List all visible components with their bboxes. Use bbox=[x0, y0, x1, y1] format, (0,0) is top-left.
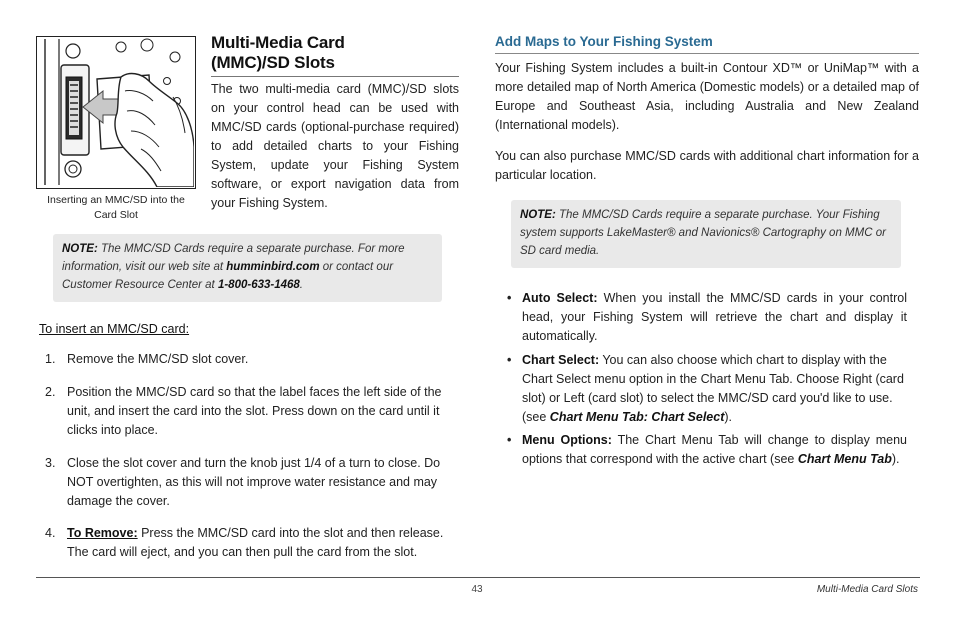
heading-divider bbox=[495, 53, 919, 54]
step-text: Position the MMC/SD card so that the label faces the left side of the unit, and insert the card into the slot. Press down on the card until it clicks into place. bbox=[67, 385, 442, 437]
bullet-text: The Chart Menu Tab will change to display menu options that correspond with the active chart (see bbox=[522, 433, 907, 466]
bullet-marker: • bbox=[507, 291, 512, 305]
step-number: 3. bbox=[45, 456, 56, 470]
step-text: Press the MMC/SD card into the slot and then release. The card will eject, and you can then pull the card from the slot. bbox=[67, 526, 444, 559]
bullet-marker: • bbox=[507, 433, 512, 447]
note-text-middle: or contact our Customer Resource Center at bbox=[62, 261, 394, 291]
maps-paragraph-1: Your Fishing System includes a built-in Contour XD™ or UniMap™ with a more detailed map of North America (Domestic models) or a detailed map of Europe and Southeast Asia, including Australia and New Zealand (International models). bbox=[495, 61, 919, 132]
add-maps-heading: Add Maps to Your Fishing System bbox=[495, 34, 713, 49]
card-insertion-illustration bbox=[36, 36, 196, 189]
step-number: 4. bbox=[45, 526, 56, 540]
xref-chart-select[interactable]: Chart Menu Tab: Chart Select bbox=[549, 410, 725, 424]
bullet-text: You can also choose which chart to display with the Chart Select menu option in the Chart Menu Tab. Choose Right (card slot) or Left (card slot) to select the MMC/SD card you'd like to use. (see bbox=[522, 353, 904, 424]
note-label: NOTE: bbox=[520, 209, 556, 221]
step-text: Close the slot cover and turn the knob just 1/4 of a turn to close. Do NOT overtighten, as this will not improve water resistance and may damage the cover. bbox=[67, 456, 441, 508]
page-number: 43 bbox=[471, 584, 483, 595]
bullet-marker: • bbox=[507, 353, 512, 367]
step-number: 1. bbox=[45, 352, 56, 366]
note-text: The MMC/SD Cards require a separate purchase. Your Fishing system supports LakeMaster® and Navionics® Cartography on MMC or SD card media. bbox=[520, 209, 886, 257]
footer-section-title: Multi-Media Card Slots bbox=[816, 584, 918, 595]
note-box-cartography bbox=[511, 200, 901, 268]
title-divider bbox=[211, 76, 459, 77]
bullet-label: Chart Select: bbox=[522, 353, 600, 367]
bullet-text-after: ). bbox=[891, 452, 900, 466]
xref-chart-menu-tab[interactable]: Chart Menu Tab bbox=[797, 452, 892, 466]
section-title-line2: (MMC)/SD Slots bbox=[211, 53, 335, 72]
footer-divider bbox=[36, 577, 920, 578]
figure-caption: Inserting an MMC/SD into the Card Slot bbox=[47, 194, 185, 221]
bullet-text-after: ). bbox=[724, 410, 732, 424]
bullet-text: When you install the MMC/SD cards in your control head, your Fishing System will retrieve the chart and display it automatically. bbox=[522, 291, 907, 343]
note-box-purchase bbox=[53, 234, 442, 302]
section-title-line1: Multi-Media Card bbox=[211, 33, 345, 52]
procedure-heading: To insert an MMC/SD card: bbox=[39, 322, 190, 336]
maps-paragraph-2: You can also purchase MMC/SD cards with additional chart information for a particular location. bbox=[495, 149, 919, 182]
note-text-before: The MMC/SD Cards require a separate purchase. For more information, visit our web site at bbox=[62, 243, 405, 273]
step-text: Remove the MMC/SD slot cover. bbox=[67, 352, 249, 366]
bullet-label: Auto Select: bbox=[522, 291, 598, 305]
intro-paragraph: The two multi-media card (MMC)/SD slots on your control head can be used with MMC/SD cards (optional-purchase required) to add detailed charts to your Fishing System, update your Fishing System software, or export navigation data from your Fishing System. bbox=[211, 82, 459, 210]
note-text-after: . bbox=[299, 279, 303, 291]
website-link[interactable]: humminbird.com bbox=[226, 261, 320, 273]
step-number: 2. bbox=[45, 385, 56, 399]
note-label: NOTE: bbox=[62, 243, 98, 255]
section-title bbox=[211, 33, 461, 73]
card-insertion-drawing bbox=[37, 37, 194, 187]
step-remove-label: To Remove: bbox=[67, 526, 138, 540]
phone-number: 1-800-633-1468 bbox=[217, 279, 300, 291]
bullet-label: Menu Options: bbox=[522, 433, 612, 447]
